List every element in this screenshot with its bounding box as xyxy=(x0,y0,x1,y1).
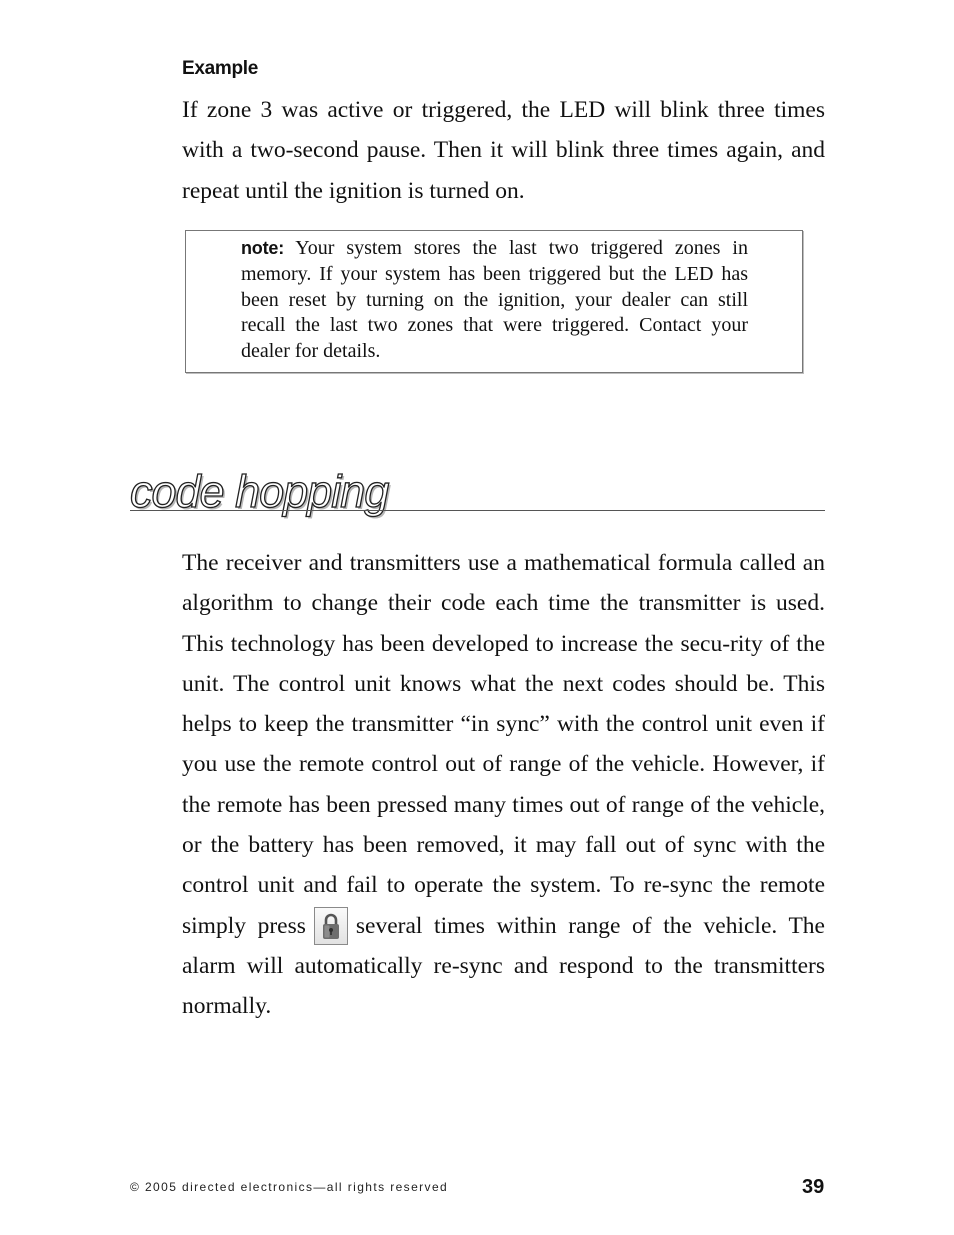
paragraph-part-1: The receiver and transmitters use a mathematical formula called an algorithm to change their code each time the transmitter is used. This technology has been developed to increase the secu-rity of the unit. The control unit knows what the next codes should be. This helps to keep the transmitter “in sync” with the control unit even if you use the remote control out of range of the vehicle. However, if the remote has been pressed many times out of range of the vehicle, or the battery has been removed, it may fall out of sync with the control unit and fail to operate the system. To re-sync the remote simply press xyxy=(182,550,825,939)
page-number: 39 xyxy=(802,1176,825,1198)
note-text-block xyxy=(241,236,748,365)
note-label: note: xyxy=(241,238,284,258)
example-paragraph: If zone 3 was active or triggered, the LED will blink three times with a two-second pause. Then it will blink three times again, and repeat until the ignition is turned on. xyxy=(182,97,825,204)
code-hopping-paragraph xyxy=(182,543,825,1027)
section-divider xyxy=(130,510,825,511)
lock-button-icon xyxy=(314,907,348,945)
lock-icon xyxy=(321,911,341,941)
note-box xyxy=(185,230,803,373)
footer-copyright: © 2005 directed electronics—all rights reserved xyxy=(130,1180,449,1194)
example-heading: Example xyxy=(182,58,259,79)
note-body: Your system stores the last two triggered zones in memory. If your system has been triggered but the LED has been reset by turning on the ignition, your dealer can still recall the last two zones that were triggered. Contact your dealer for details. xyxy=(241,237,748,363)
section-title: code hopping xyxy=(130,466,389,517)
paragraph-part-2: several times within range of the vehicle. The alarm will automatically re-sync and respond to the transmitters normally. xyxy=(182,912,825,1020)
